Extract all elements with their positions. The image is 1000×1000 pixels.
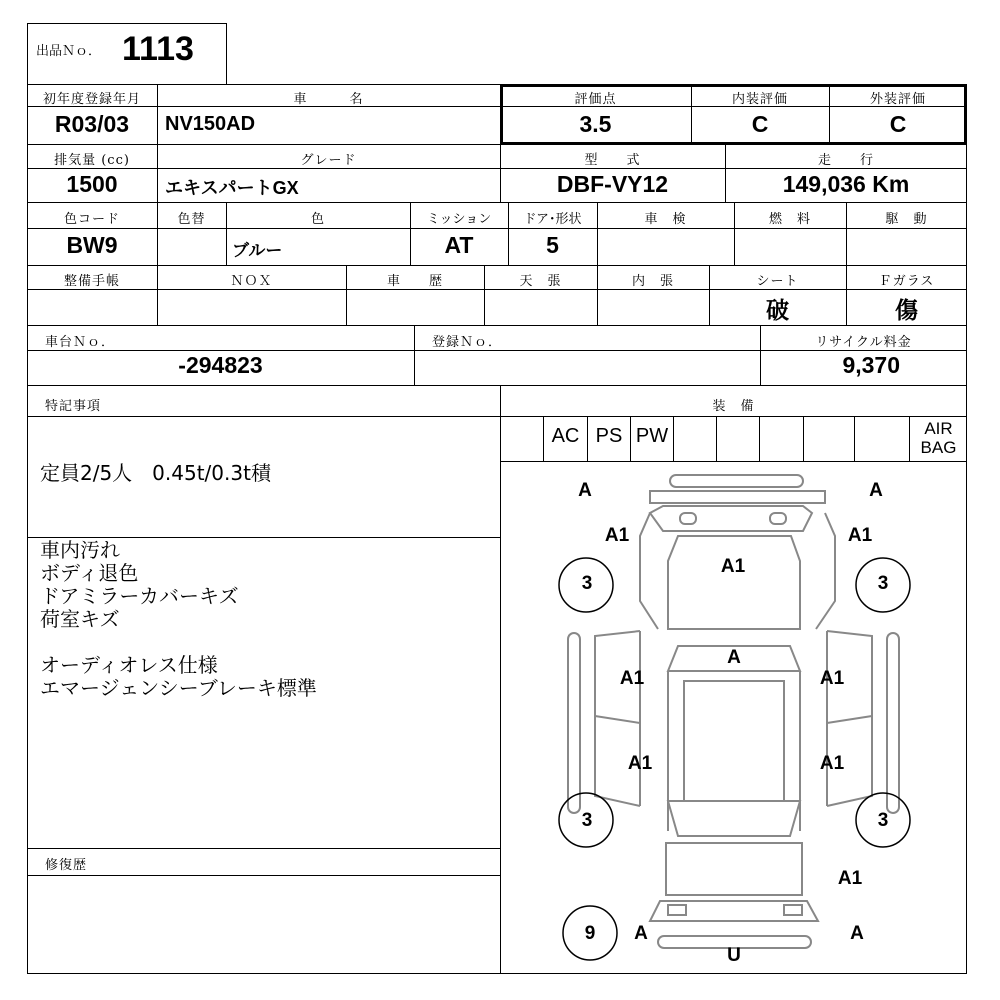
damage-mark: U bbox=[727, 945, 741, 966]
lot-label: 出品Ｎｏ． bbox=[36, 44, 102, 59]
model-value: DBF-VY12 bbox=[556, 171, 669, 197]
mileage-value: 149,036 Km bbox=[782, 171, 910, 197]
lining-label: 内 張 bbox=[631, 274, 674, 289]
seat-value: 破 bbox=[766, 297, 789, 323]
nox-label: ＮＯＸ bbox=[230, 274, 273, 289]
equipment-row bbox=[500, 416, 967, 461]
score-value: 3.5 bbox=[579, 111, 612, 137]
lot-number: 1113 bbox=[122, 30, 194, 68]
remark-line: エマージェンシーブレーキ標準 bbox=[40, 676, 317, 700]
glass-value: 傷 bbox=[895, 297, 918, 323]
equipment-cell bbox=[855, 416, 910, 461]
equipment-cell bbox=[674, 416, 717, 461]
equipment-label: 装 備 bbox=[712, 399, 755, 414]
notes-label: 特記事項 bbox=[45, 399, 102, 414]
tire-rear-right bbox=[856, 793, 910, 847]
damage-mark: A bbox=[727, 647, 741, 668]
damage-mark: 3 bbox=[877, 810, 889, 831]
displacement-value: 1500 bbox=[66, 171, 118, 197]
interior-value: C bbox=[751, 111, 769, 137]
glass-label: Ｆガラス bbox=[878, 274, 935, 289]
damage-mark: A1 bbox=[837, 868, 863, 889]
door-value: 5 bbox=[546, 232, 559, 258]
remark-line bbox=[40, 631, 317, 654]
damage-mark: A bbox=[634, 923, 648, 944]
tire-front-left bbox=[559, 558, 613, 612]
roof-outline bbox=[684, 681, 784, 801]
displacement-label: 排気量 (cc) bbox=[54, 153, 130, 168]
equipment-cell bbox=[500, 416, 544, 461]
name-label: 車 名 bbox=[293, 92, 364, 107]
equipment-cell: AIR BAG bbox=[920, 419, 957, 457]
score-label: 評価点 bbox=[574, 92, 617, 107]
equipment-cell: AC bbox=[544, 416, 588, 461]
equipment-cell bbox=[804, 416, 855, 461]
chassis-label: 車台Ｎｏ． bbox=[45, 335, 116, 350]
history-label: 車 歴 bbox=[386, 274, 443, 289]
spare-tire bbox=[563, 906, 617, 960]
reg-label: 初年度登録年月 bbox=[42, 92, 141, 107]
exterior-value: C bbox=[889, 111, 907, 137]
mission-value: AT bbox=[444, 232, 474, 258]
model-label: 型 式 bbox=[584, 153, 641, 168]
remark-line: 荷室キズ bbox=[40, 607, 120, 631]
damage-mark: 3 bbox=[581, 810, 593, 831]
colorcode-value: BW9 bbox=[66, 232, 118, 258]
equipment-cell bbox=[717, 416, 760, 461]
notes-line1: 定員2/5人 0.45t/0.3t積 bbox=[40, 461, 271, 485]
inspection-label: 車 検 bbox=[644, 212, 687, 227]
damage-mark: A bbox=[869, 480, 883, 501]
grade-label: グレード bbox=[300, 153, 357, 168]
damage-mark: A1 bbox=[627, 753, 653, 774]
hood-outline bbox=[668, 536, 800, 629]
mission-label: ミッション bbox=[426, 212, 492, 227]
car-damage-diagram bbox=[500, 461, 967, 974]
mileage-label: 走 行 bbox=[817, 153, 874, 168]
equipment-cell bbox=[760, 416, 804, 461]
remarks-list bbox=[40, 539, 317, 700]
damage-mark: A1 bbox=[819, 753, 845, 774]
recycle-label: リサイクル料金 bbox=[815, 335, 912, 350]
remark-line: 車内汚れ bbox=[40, 538, 120, 562]
damage-mark: 9 bbox=[584, 923, 596, 944]
grade-value: エキスパートGX bbox=[165, 178, 299, 198]
remark-line: ボディ退色 bbox=[40, 561, 139, 585]
colorcode-label: 色コード bbox=[63, 212, 120, 227]
service-label: 整備手帳 bbox=[63, 274, 120, 289]
damage-mark: A1 bbox=[604, 525, 630, 546]
damage-mark: 3 bbox=[877, 573, 889, 594]
equipment-cell: PW bbox=[631, 416, 674, 461]
tire-rear-left bbox=[559, 793, 613, 847]
damage-mark: A1 bbox=[720, 556, 746, 577]
chassis-value: -294823 bbox=[178, 352, 263, 378]
front-bumper bbox=[670, 475, 803, 487]
fuel-label: 燃 料 bbox=[768, 212, 811, 227]
drive-label: 駆 動 bbox=[885, 212, 928, 227]
color-value: ブルー bbox=[232, 241, 283, 260]
seat-label: シート bbox=[756, 274, 799, 289]
tire-front-right bbox=[856, 558, 910, 612]
repair-history-label: 修復歴 bbox=[45, 858, 88, 873]
damage-mark: A1 bbox=[819, 668, 845, 689]
repaint-label: 色替 bbox=[177, 212, 206, 227]
remark-line: ドアミラーカバーキズ bbox=[40, 584, 239, 608]
damage-mark: 3 bbox=[581, 573, 593, 594]
name-value: NV150AD bbox=[165, 113, 256, 135]
damage-mark: A bbox=[578, 480, 592, 501]
remark-line: オーディオレス仕様 bbox=[40, 653, 218, 677]
damage-mark: A1 bbox=[619, 668, 645, 689]
damage-mark: A bbox=[850, 923, 864, 944]
damage-mark: A1 bbox=[847, 525, 873, 546]
recycle-value: 9,370 bbox=[842, 352, 900, 378]
equipment-cell: PS bbox=[588, 416, 631, 461]
color-label: 色 bbox=[310, 212, 325, 227]
reg-value: R03/03 bbox=[54, 111, 130, 137]
door-label: ドア･形状 bbox=[523, 212, 582, 227]
regno-label: 登録Ｎｏ． bbox=[432, 335, 503, 350]
interior-label: 内装評価 bbox=[731, 92, 788, 107]
exterior-label: 外装評価 bbox=[869, 92, 926, 107]
roof-label: 天 張 bbox=[519, 274, 562, 289]
